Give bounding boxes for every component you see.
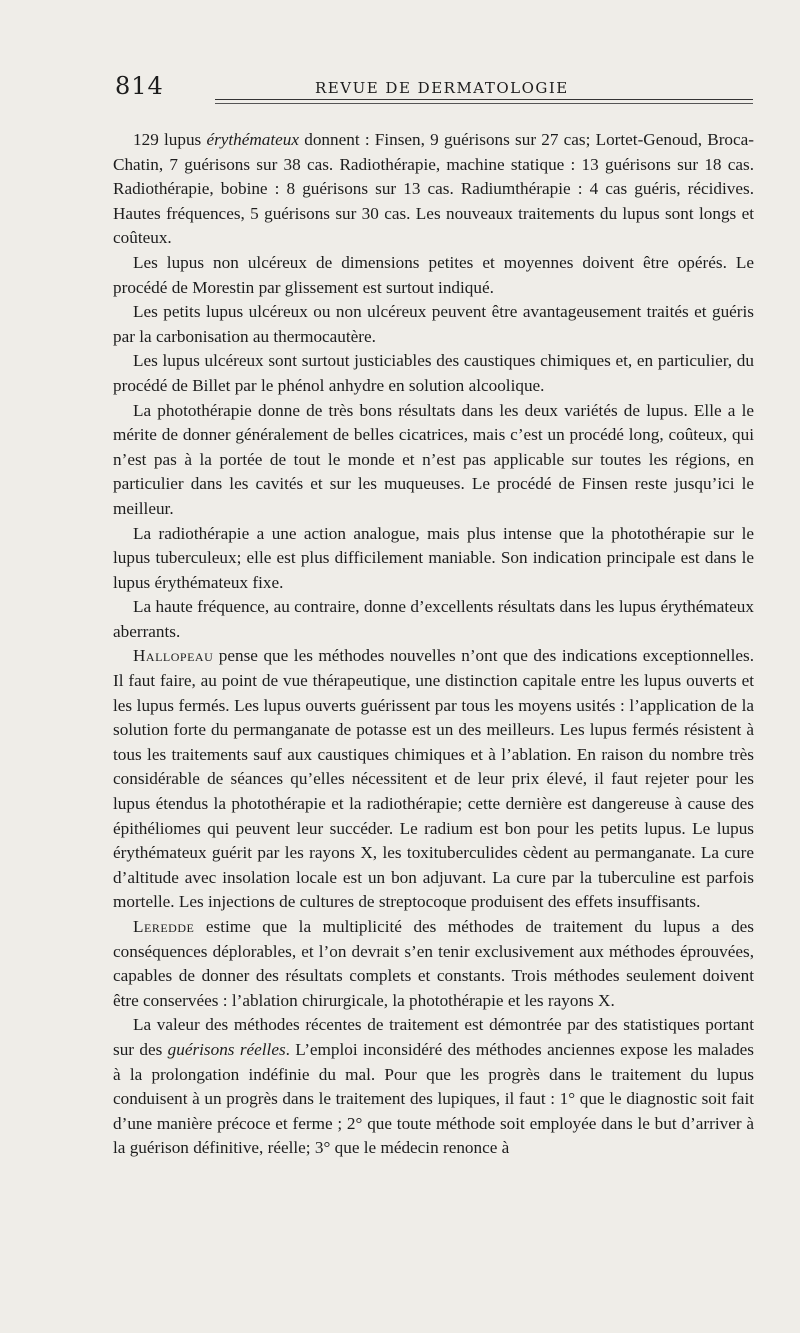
- running-title: REVUE DE DERMATOLOGIE: [315, 79, 569, 97]
- paragraph-carbonisation: Les petits lupus ulcéreux ou non ulcéreux peuvent être avantageusement traités et guéris par la carbonisation au thermocautère.: [113, 302, 754, 346]
- paragraph-high-frequency: La haute fréquence, au contraire, donne d’excellents résultats dans les lupus érythémateux aberrants.: [113, 597, 754, 641]
- paragraph-statistics: 129 lupus érythémateux donnent : Finsen, 9 guérisons sur 27 cas; Lortet-Genoud, Broca-Chatin, 7 guérisons sur 38 cas. Radiothérapie, machine statique : 13 guérisons sur 18 cas. Radiothérapie, bobine : 8 guérisons sur 13 cas. Radiumthérapie : 4 cas guéris, récidives. Hautes fréquences, 5 guérisons sur 30 cas. Les nouveaux traitements du lupus sont longs et coûteux.: [113, 130, 754, 248]
- header-rule: [215, 99, 753, 100]
- body-text: [113, 128, 754, 1161]
- paragraph-leredde: Leredde estime que la multiplicité des méthodes de traitement du lupus a des conséquences déplorables, et l’on devrait s’en tenir exclusivement aux méthodes éprouvées, capables de donner des résultats complets et constants. Trois méthodes seulement doivent être conservées : l’ablation chirurgicale, la photothérapie et les rayons X.: [113, 917, 754, 1010]
- emphasis-term: érythémateux: [206, 130, 300, 149]
- paragraph-caustics: Les lupus ulcéreux sont surtout justiciables des caustiques chimiques et, en particulier, du procédé de Billet par le phénol anhydre en solution alcoolique.: [113, 351, 754, 395]
- page-number: 814: [115, 72, 164, 100]
- paragraph-radiotherapy: La radiothérapie a une action analogue, mais plus intense que la photothérapie sur le lupus tuberculeux; elle est plus difficilement maniable. Son indication principale est dans le lupus érythémateux fixe.: [113, 523, 754, 592]
- paragraph-phototherapy: La photothérapie donne de très bons résultats dans les deux variétés de lupus. Elle a le mérite de donner généralement de belles cicatrices, mais c’est un procédé long, coûteux, qui n’est pas à la portée de tout le monde et n’est pas applicable sur toutes les régions, en particulier dans les cavités et sur les muqueuses. Le procédé de Finsen reste jusqu’ici le meilleur.: [113, 400, 754, 518]
- author-name: Leredde: [133, 917, 195, 936]
- paragraph-hallopeau: Hallopeau pense que les méthodes nouvelles n’ont que des indications exceptionnelles. Il faut faire, au point de vue thérapeutique, une distinction capitale entre les lupus ouverts et les lupus fermés. Les lupus ouverts guérissent par tous les moyens usités : l’application de la solution forte du permanganate de potasse est un des meilleurs. Les lupus fermés résistent à tous les traitements sauf aux caustiques chimiques et à l’ablation. En raison du nombre très considérable de séances qu’elles nécessitent et de leur prix élevé, il faut rejeter pour les lupus étendus la photothérapie et la radiothérapie; cette dernière est dangereuse à cause des épithéliomes qui peuvent leur succéder. Le radium est bon pour les petits lupus. Le lupus érythémateux guérit par les rayons X, les toxituberculides cèdent au permanganate. La cure d’altitude avec insolation locale est un bon adjuvant. La cure par la tuberculine est parfois mortelle. Les injections de cultures de streptocoque produisent des effets insuffisants.: [113, 646, 754, 912]
- emphasis-term: guérisons réelles: [167, 1039, 286, 1059]
- header-rule-secondary: [215, 103, 753, 104]
- author-name: Hallopeau: [133, 646, 214, 666]
- paragraph-conclusion: La valeur des méthodes récentes de traitement est démontrée par des statistiques portant sur des guérisons réelles. L’emploi inconsidéré des méthodes anciennes expose les malades à la prolongation indéfinie du mal. Pour que les progrès dans le traitement du lupus conduisent à un progrès dans le traitement des lupiques, il faut : 1° que le diagnostic soit fait d’une manière précoce et ferme ; 2° que toute méthode soit employée dans le but d’arriver à la guérison définitive, réelle; 3° que le médecin renonce à: [113, 1015, 754, 1158]
- paragraph-surgery: Les lupus non ulcéreux de dimensions petites et moyennes doivent être opérés. Le procédé de Morestin par glissement est surtout indiqué.: [113, 252, 754, 297]
